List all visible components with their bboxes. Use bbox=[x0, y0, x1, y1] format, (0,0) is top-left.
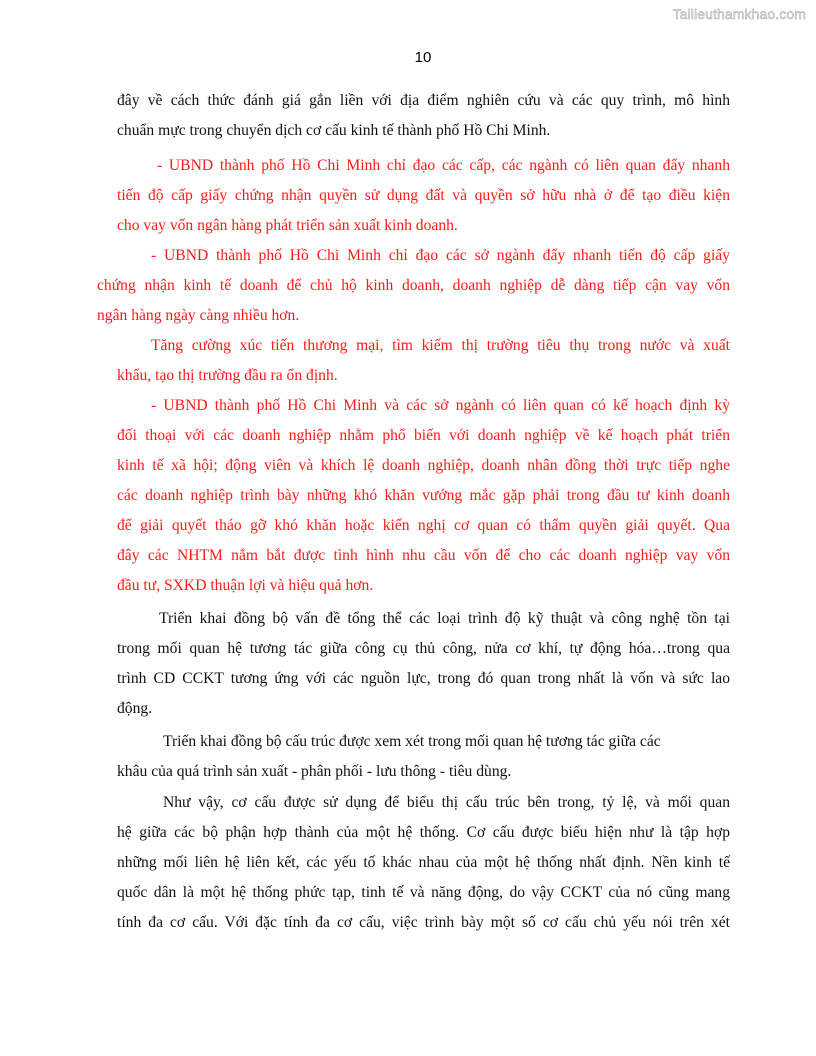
text-line: những mối liên hệ liên kết, các yếu tố khác nhau của một hệ thống nhất định. Nền kinh tế bbox=[117, 854, 730, 871]
text-line: - UBND thành phố Hồ Chi Minh và các sở ngành có liên quan có kế hoạch định kỳ bbox=[151, 397, 730, 414]
text-line: đối thoại với các doanh nghiệp nhằm phổ biến với doanh nghiệp về kế hoạch phát triển bbox=[117, 427, 730, 444]
text-line: Triển khai đồng bộ cấu trúc được xem xét trong mối quan hệ tương tác giữa các bbox=[163, 733, 661, 750]
text-line: hệ giữa các bộ phận hợp thành của một hệ thống. Cơ cấu được biểu hiện như là tập hợp bbox=[117, 824, 730, 841]
text-line: để giải quyết tháo gỡ khó khăn hoặc kiến nghị cơ quan có thẩm quyền giải quyết. Qua bbox=[117, 517, 730, 534]
text-line: - UBND thành phố Hồ Chi Minh chỉ đạo các sở ngành đẩy nhanh tiến độ cấp giấy bbox=[151, 247, 730, 264]
page-number: 10 bbox=[414, 49, 432, 66]
text-line: khâu của quá trình sản xuất - phân phối - lưu thông - tiêu dùng. bbox=[117, 763, 512, 780]
text-line: trong mối quan hệ tương tác giữa công cụ thủ công, nửa cơ khí, tự động hóa…trong qua bbox=[117, 640, 730, 657]
text-line: các doanh nghiệp trình bày những khó khăn vướng mắc gặp phải trong đầu tư kinh doanh bbox=[117, 487, 730, 504]
text-line: đây về cách thức đánh giá gắn liền với địa điểm nghiên cứu và các quy trình, mô hình bbox=[117, 92, 730, 109]
text-line: - UBND thành phố Hồ Chi Minh chỉ đạo các cấp, các ngành có liên quan đẩy nhanh bbox=[157, 157, 730, 174]
text-line: quốc dân là một hệ thống phức tạp, tinh tế và năng động, do vậy CCKT của nó cũng mang bbox=[117, 884, 730, 901]
text-line: đây các NHTM nắm bắt được tình hình nhu cầu vốn để cho các doanh nghiệp vay vốn bbox=[117, 547, 730, 564]
text-line: chứng nhận kinh tế doanh để chủ hộ kinh doanh, doanh nghiệp dễ dàng tiếp cận vay vốn bbox=[97, 277, 730, 294]
text-line: Triển khai đồng bộ vấn đề tổng thể các loại trình độ kỹ thuật và công nghệ tồn tại bbox=[159, 610, 730, 627]
text-line: ngân hàng ngày càng nhiều hơn. bbox=[97, 307, 300, 324]
text-line: khẩu, tạo thị trường đầu ra ổn định. bbox=[117, 367, 338, 384]
text-line: Như vậy, cơ cấu được sử dụng để biểu thị cấu trúc bên trong, tỷ lệ, và mối quan bbox=[163, 794, 730, 811]
text-line: đầu tư, SXKD thuận lợi và hiệu quả hơn. bbox=[117, 577, 374, 594]
text-line: Tăng cường xúc tiến thương mại, tìm kiếm thị trường tiêu thụ trong nước và xuất bbox=[151, 337, 730, 354]
text-line: chuẩn mực trong chuyển dịch cơ cấu kinh tế thành phố Hồ Chi Minh. bbox=[117, 122, 551, 139]
text-line: kinh tế xã hội; động viên và khích lệ doanh nghiệp, doanh nhân đồng thời trực tiếp nghe bbox=[117, 457, 730, 474]
text-line: cho vay vốn ngân hàng phát triển sản xuất kinh doanh. bbox=[117, 217, 458, 234]
watermark-text: Tailieuthamkhao.com bbox=[672, 6, 806, 22]
text-line: trình CD CCKT tương ứng với các nguồn lực, trong đó quan trong nhất là vốn và sức lao bbox=[117, 670, 730, 687]
text-line: tính đa cơ cấu. Với đặc tính đa cơ cấu, việc trình bày một số cơ cấu chủ yếu nói trên xét bbox=[117, 914, 730, 931]
text-line: động. bbox=[117, 700, 153, 717]
text-line: tiến độ cấp giấy chứng nhận quyền sử dụng đất và quyền sở hữu nhà ở để tạo điều kiện bbox=[117, 187, 730, 204]
